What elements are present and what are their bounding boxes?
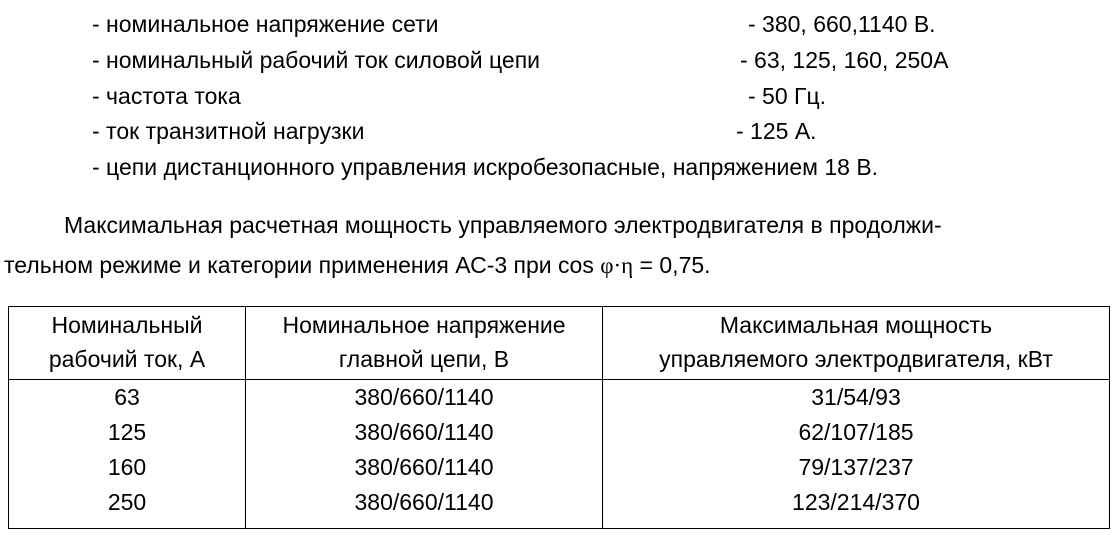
- header-line: рабочий ток, А: [48, 346, 206, 372]
- table-header-cell: [246, 308, 602, 376]
- spec-value: - 63, 125, 160, 250А: [740, 47, 949, 73]
- cos-phi-eta-symbol: φ·η: [600, 253, 634, 278]
- table-cell-power: 62/107/185: [798, 419, 914, 445]
- spec-label: - частота тока: [92, 83, 241, 109]
- table-cell-voltage: 380/660/1140: [354, 384, 494, 410]
- spec-label: - номинальное напряжение сети: [92, 11, 439, 37]
- paragraph-line-2-end: = 0,75.: [633, 252, 711, 278]
- table-cell-power: 31/54/93: [811, 384, 901, 410]
- header-line: управляемого электродвигателя, кВт: [659, 346, 1053, 372]
- paragraph-line-1: Максимальная расчетная мощность управляемого электродвигателя в продолжи-: [64, 212, 942, 238]
- spec-label: - цепи дистанционного управления искробезопасные, напряжением 18 В.: [92, 154, 879, 180]
- table-cell-voltage: 380/660/1140: [354, 489, 494, 515]
- paragraph-line-2-start: тельном режиме и категории применения АС-3 при cos: [4, 252, 601, 278]
- table-cell-current: 63: [114, 384, 140, 410]
- spec-value: - 380, 660,1140 В.: [748, 11, 936, 37]
- paragraph-line-2: [4, 247, 711, 284]
- table-cell-power: 79/137/237: [798, 454, 914, 480]
- table-cell-current: 160: [107, 454, 147, 480]
- table-cell-current: 250: [107, 489, 147, 515]
- header-line: главной цепи, В: [338, 346, 510, 372]
- spec-value: - 125 А.: [736, 118, 817, 144]
- header-line: Номинальный: [51, 312, 203, 338]
- table-header-cell: [603, 308, 1109, 376]
- power-table: [8, 306, 1110, 529]
- table-header-cell: [9, 308, 245, 376]
- spec-label: - номинальный рабочий ток силовой цепи: [92, 47, 541, 73]
- table-cell-voltage: 380/660/1140: [354, 419, 494, 445]
- spec-value: - 50 Гц.: [748, 83, 827, 109]
- table-cell-current: 125: [107, 419, 147, 445]
- table-cell-voltage: 380/660/1140: [354, 454, 494, 480]
- table-cell-power: 123/214/370: [792, 489, 920, 515]
- header-line: Номинальное напряжение: [282, 312, 566, 338]
- spec-label: - ток транзитной нагрузки: [92, 118, 365, 144]
- header-line: Максимальная мощность: [719, 312, 993, 338]
